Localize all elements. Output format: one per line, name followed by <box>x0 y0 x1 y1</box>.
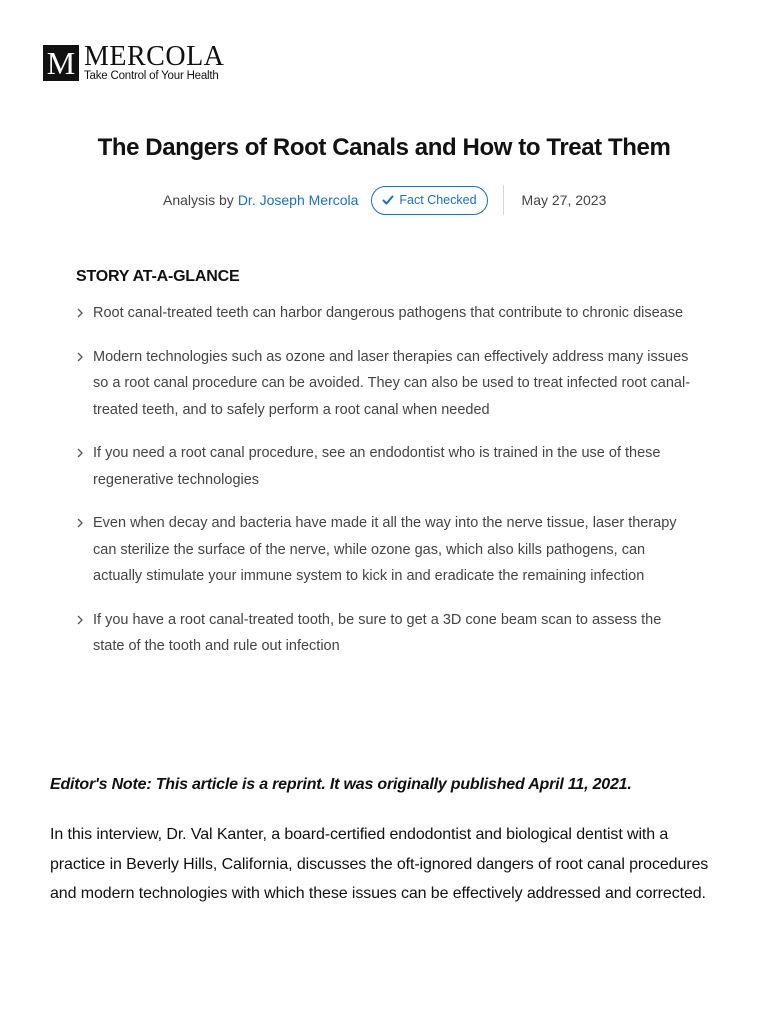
logo-name: MERCOLA <box>84 40 225 72</box>
glance-list <box>76 300 696 677</box>
glance-item <box>76 607 696 660</box>
glance-item <box>76 440 696 493</box>
glance-item-text: Modern technologies such as ozone and laser therapies can effectively address many issues so a root canal procedure can be avoided. They can also be used to treat infected root canal-treated teeth, and to safely perform a root canal when needed <box>93 348 691 418</box>
glance-item-text: Root canal-treated teeth can harbor dangerous pathogens that contribute to chronic disease <box>93 305 684 321</box>
article-title: The Dangers of Root Canals and How to Treat Them <box>97 134 671 161</box>
glance-item-text: If you need a root canal procedure, see an endodontist who is trained in the use of these regenerative technologies <box>93 445 661 488</box>
author-link[interactable]: Dr. Joseph Mercola <box>237 192 359 208</box>
logo-tagline: Take Control of Your Health <box>84 69 219 82</box>
fact-checked-badge[interactable] <box>371 186 487 215</box>
glance-item-text: If you have a root canal-treated tooth, be sure to get a 3D cone beam scan to assess the state of the tooth and rule out infection <box>93 611 662 654</box>
glance-item-text: Even when decay and bacteria have made it all the way into the nerve tissue, laser therapy can sterilize the surface of the nerve, while ozone gas, which also kills pathogens, can actually stimulate your immune system to kick in and eradicate the remaining infection <box>93 515 677 584</box>
glance-item <box>76 510 696 590</box>
chevron-right-icon <box>76 308 84 318</box>
site-logo[interactable] <box>43 40 225 82</box>
glance-heading: STORY AT-A-GLANCE <box>76 268 240 285</box>
glance-item <box>76 344 696 424</box>
check-icon <box>381 193 395 207</box>
byline-prefix: Analysis by <box>163 192 234 208</box>
chevron-right-icon <box>76 518 84 528</box>
logo-mark: M <box>43 45 79 81</box>
article-byline <box>163 184 606 216</box>
logo-text <box>84 40 225 83</box>
chevron-right-icon <box>76 448 84 458</box>
byline-divider <box>503 185 504 215</box>
publish-date: May 27, 2023 <box>521 192 607 208</box>
editor-note: Editor's Note: This article is a reprint. It was originally published April 11, 2021. <box>50 776 632 793</box>
chevron-right-icon <box>76 352 84 362</box>
glance-item <box>76 300 696 327</box>
fact-checked-label: Fact Checked <box>399 193 477 207</box>
chevron-right-icon <box>76 615 84 625</box>
intro-paragraph: In this interview, Dr. Val Kanter, a board-certified endodontist and biological dentist with a practice in Beverly Hills, California, discusses the oft-ignored dangers of root canal procedures and modern technologies with which these issues can be effectively addressed and corrected. <box>50 826 709 902</box>
